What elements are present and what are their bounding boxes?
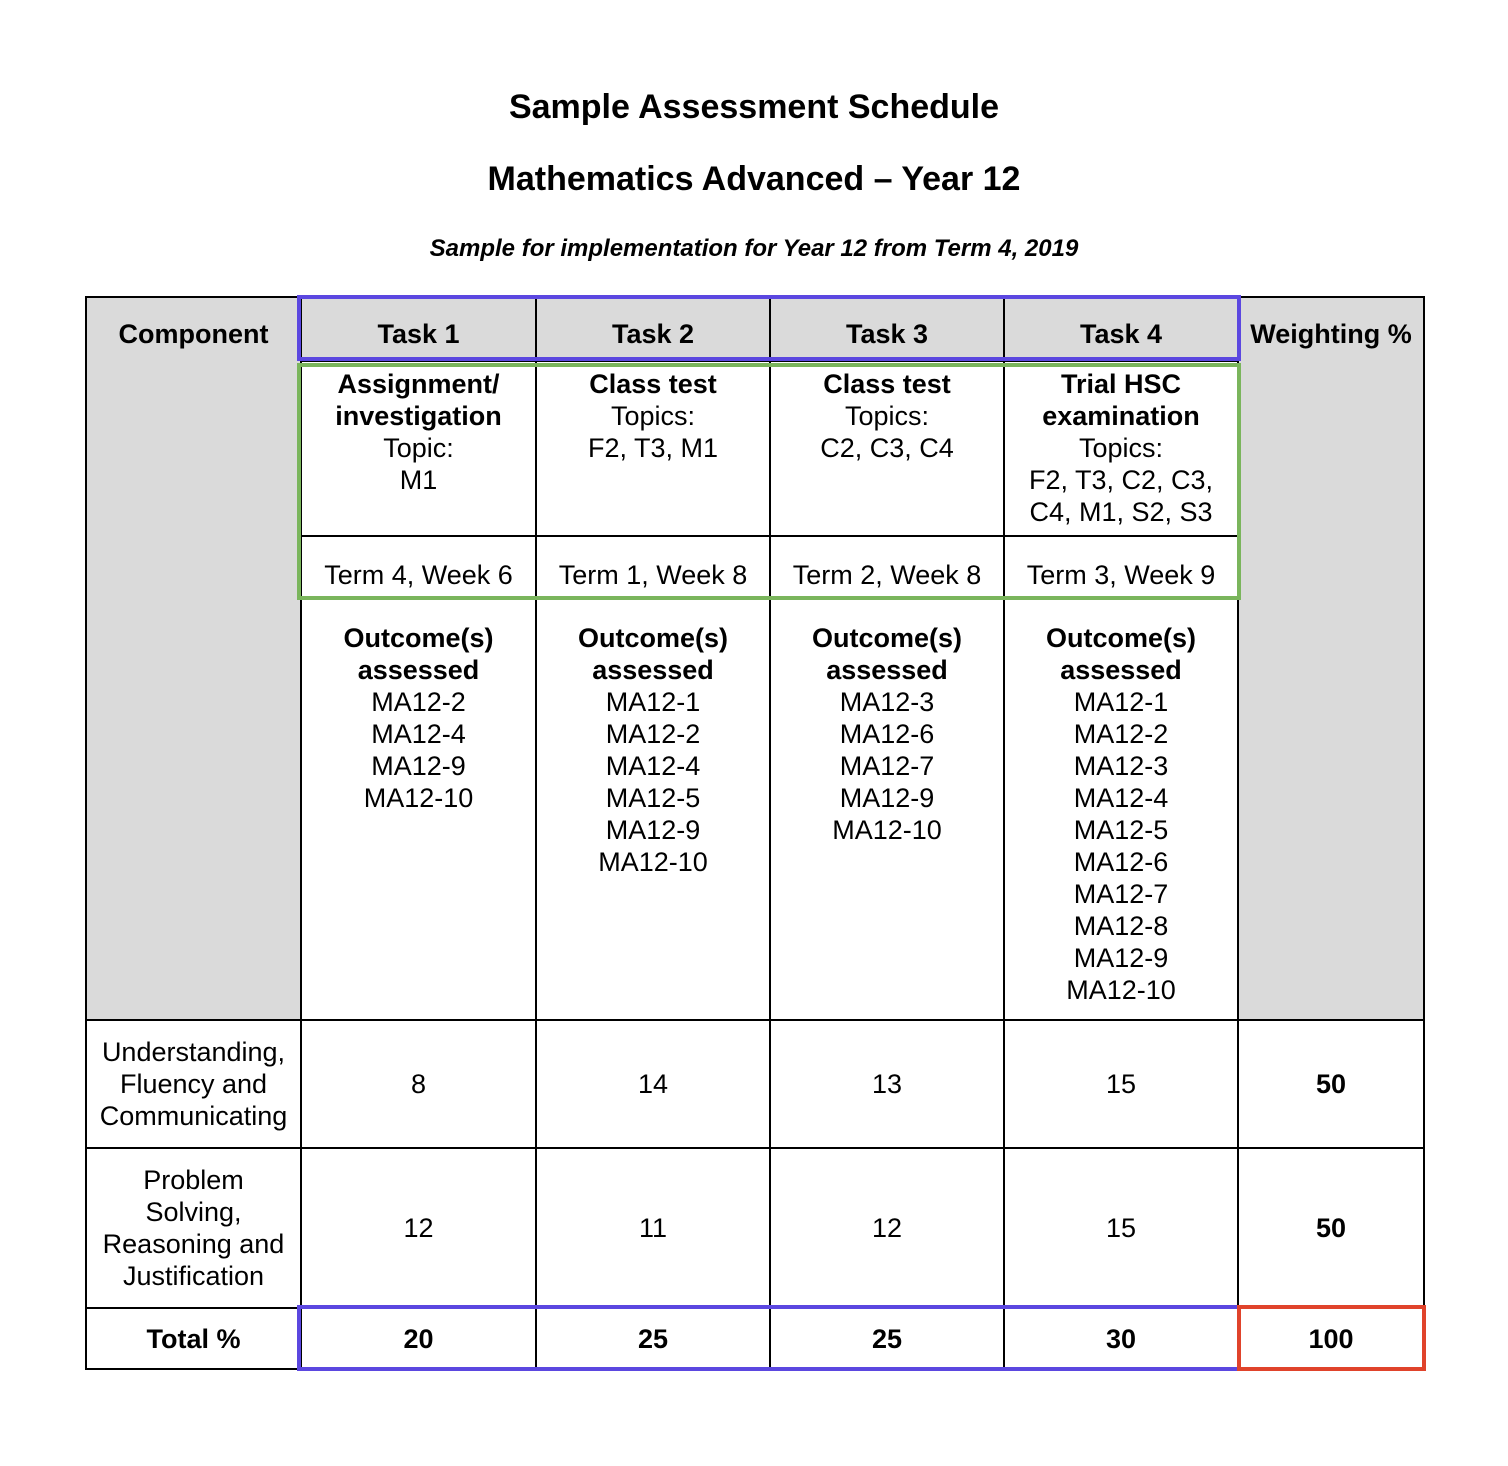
task-header-1 — [300, 296, 537, 362]
task-timing-4 — [1003, 535, 1239, 600]
outcome-code: MA12-4 — [1073, 783, 1169, 813]
task-timing-3 — [769, 535, 1005, 600]
outcome-code: MA12-4 — [371, 719, 466, 749]
mark-cell — [300, 1147, 537, 1309]
outcome-code: MA12-2 — [605, 719, 701, 749]
timing: Term 4, Week 6 — [324, 559, 513, 590]
outcome-code: MA12-9 — [839, 783, 935, 813]
mark-cell — [1003, 1147, 1239, 1309]
weighting-header: Weighting % — [1250, 319, 1412, 349]
mark-value: 12 — [871, 1213, 903, 1243]
document-subtitle: Sample for implementation for Year 12 from Term 4, 2019 — [429, 235, 1079, 262]
total-cell — [769, 1307, 1005, 1370]
task-type: Class test — [823, 369, 951, 399]
total-cell — [1003, 1307, 1239, 1370]
component-header: Component — [118, 319, 269, 349]
total-value: 25 — [637, 1323, 669, 1354]
mark-cell — [535, 1147, 771, 1309]
task-name: Task 1 — [377, 319, 460, 349]
component-header-cell — [85, 296, 302, 1021]
topics-list: M1 — [399, 465, 438, 495]
task-timing-1 — [300, 535, 537, 600]
outcomes-heading: assessed — [357, 655, 480, 685]
mark-value: 15 — [1105, 1069, 1137, 1099]
topics-list: F2, T3, C2, C3, — [1028, 465, 1214, 495]
timing: Term 3, Week 9 — [1026, 559, 1216, 590]
outcome-code: MA12-9 — [1073, 943, 1169, 973]
outcomes-heading: assessed — [826, 655, 948, 685]
task-header-2 — [535, 296, 771, 362]
mark-value: 11 — [638, 1213, 668, 1243]
task-type: investigation — [335, 401, 502, 431]
topics-label: Topic: — [383, 433, 454, 463]
task-outcomes-1 — [300, 598, 537, 1021]
component-label-line: Reasoning and — [102, 1229, 285, 1259]
component-label-line: Solving, — [145, 1197, 242, 1227]
component-row-label — [85, 1019, 302, 1149]
row-weighting: 50 — [1315, 1213, 1347, 1243]
component-row-label — [85, 1147, 302, 1309]
outcome-code: MA12-6 — [1073, 847, 1169, 877]
task-timing-2 — [535, 535, 771, 600]
document-title: Sample Assessment Schedule — [508, 88, 1000, 126]
task-name: Task 4 — [1079, 319, 1163, 349]
outcomes-heading: Outcome(s) — [1045, 623, 1197, 653]
outcomes-heading: Outcome(s) — [577, 623, 729, 653]
outcome-code: MA12-8 — [1073, 911, 1169, 941]
topics-label: Topics: — [1078, 433, 1164, 463]
mark-cell — [535, 1019, 771, 1149]
component-label-line: Communicating — [99, 1101, 288, 1131]
component-label-line: Understanding, — [101, 1037, 286, 1067]
outcome-code: MA12-1 — [605, 687, 701, 717]
task-name: Task 3 — [845, 319, 929, 349]
outcome-code: MA12-10 — [598, 847, 708, 877]
task-name: Task 2 — [611, 319, 695, 349]
mark-value: 8 — [410, 1069, 427, 1099]
topics-label: Topics: — [610, 401, 696, 431]
timing: Term 1, Week 8 — [558, 559, 748, 590]
total-cell — [535, 1307, 771, 1370]
total-weighting-cell — [1237, 1307, 1425, 1370]
outcome-code: MA12-5 — [1073, 815, 1169, 845]
mark-cell — [769, 1019, 1005, 1149]
task-type: Trial HSC — [1060, 369, 1182, 399]
task-type: Assignment/ — [337, 369, 500, 399]
task-outcomes-2 — [535, 598, 771, 1021]
row-weighting-cell — [1237, 1147, 1425, 1309]
topics-list: C2, C3, C4 — [820, 433, 954, 463]
mark-value: 12 — [403, 1213, 434, 1243]
timing: Term 2, Week 8 — [792, 559, 982, 590]
task-description-3 — [769, 360, 1005, 537]
topics-list: F2, T3, M1 — [587, 433, 719, 463]
outcome-code: MA12-7 — [1073, 879, 1169, 909]
mark-value: 15 — [1105, 1213, 1137, 1243]
task-description-2 — [535, 360, 771, 537]
task-description-1 — [300, 360, 537, 537]
outcome-code: MA12-7 — [839, 751, 935, 781]
outcome-code: MA12-9 — [371, 751, 466, 781]
task-outcomes-3 — [769, 598, 1005, 1021]
outcome-code: MA12-10 — [832, 815, 942, 845]
outcomes-heading: Outcome(s) — [811, 623, 963, 653]
topics-list: C4, M1, S2, S3 — [1029, 497, 1213, 527]
outcome-code: MA12-2 — [371, 687, 466, 717]
outcome-code: MA12-2 — [1073, 719, 1169, 749]
total-label-cell — [85, 1307, 302, 1370]
task-type: examination — [1042, 401, 1200, 431]
task-outcomes-4 — [1003, 598, 1239, 1021]
mark-cell — [1003, 1019, 1239, 1149]
total-value: 20 — [403, 1323, 434, 1354]
mark-value: 14 — [637, 1069, 669, 1099]
outcome-code: MA12-6 — [839, 719, 935, 749]
total-value: 30 — [1105, 1323, 1137, 1354]
topics-label: Topics: — [844, 401, 930, 431]
task-header-3 — [769, 296, 1005, 362]
component-label-line: Fluency and — [119, 1069, 268, 1099]
outcome-code: MA12-3 — [1073, 751, 1169, 781]
row-weighting-cell — [1237, 1019, 1425, 1149]
task-header-4 — [1003, 296, 1239, 362]
mark-cell — [769, 1147, 1005, 1309]
outcomes-heading: assessed — [1060, 655, 1182, 685]
outcome-code: MA12-10 — [1066, 975, 1176, 1005]
weighting-header-cell — [1237, 296, 1425, 1021]
total-value: 25 — [871, 1323, 903, 1354]
mark-value: 13 — [871, 1069, 903, 1099]
outcomes-heading: Outcome(s) — [343, 623, 494, 653]
course-title: Mathematics Advanced – Year 12 — [487, 160, 1021, 198]
outcome-code: MA12-5 — [605, 783, 701, 813]
total-cell — [300, 1307, 537, 1370]
row-weighting: 50 — [1315, 1069, 1347, 1099]
component-label-line: Problem — [143, 1165, 244, 1195]
task-type: Class test — [589, 369, 717, 399]
mark-cell — [300, 1019, 537, 1149]
outcome-code: MA12-3 — [839, 687, 935, 717]
outcome-code: MA12-9 — [605, 815, 701, 845]
task-description-4 — [1003, 360, 1239, 537]
outcome-code: MA12-10 — [363, 783, 474, 813]
total-label: Total % — [146, 1323, 241, 1354]
outcome-code: MA12-1 — [1073, 687, 1169, 717]
total-weighting: 100 — [1308, 1323, 1354, 1354]
outcome-code: MA12-4 — [605, 751, 701, 781]
outcomes-heading: assessed — [592, 655, 714, 685]
component-label-line: Justification — [122, 1261, 265, 1291]
